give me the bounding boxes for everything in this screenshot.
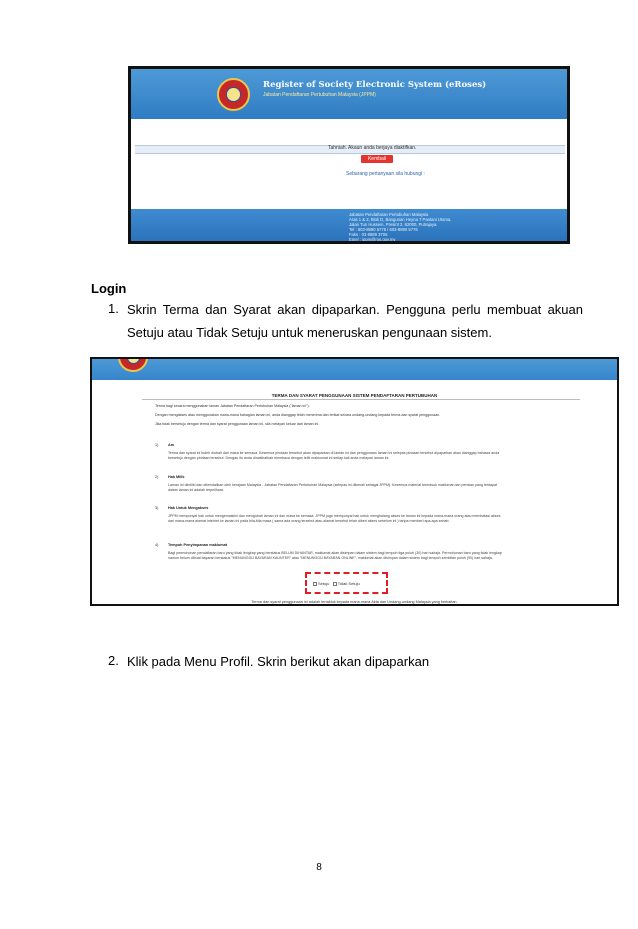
department-name: Jabatan Pendaftaran Pertubuhan Malaysia (JPPM) (263, 92, 376, 98)
section-body: Laman ini dimiliki dan dikendalikan oleh kerajaan Malaysia - Jabatan Pendaftaran Pertubuhan Malaysia (selepas ini dikenali sebagai JPPM). Kesemua material termasuk maklumat dan perisian yang terdapat dalam laman ini adalah terpelihara. (168, 483, 498, 492)
terms-title: TERMA DAN SYARAT PENGGUNAAN SISTEM PENDAFTARAN PERTUBUHAN (271, 393, 438, 398)
step-number: 1. (108, 301, 119, 316)
tidak-setuju-checkbox[interactable] (333, 582, 337, 586)
section-title: Tempoh Penyimpanan maklumat (168, 543, 228, 547)
divider (142, 399, 580, 400)
section-number: 4) (155, 543, 159, 547)
section-title: Hak Untuk Mengakses (168, 506, 209, 510)
inquiry-text: Sebarang pertanyaan sila hubungi : (346, 171, 425, 177)
setuju-label: Setuju (318, 581, 330, 586)
system-title: Register of Society Electronic System (eRoses) (263, 80, 487, 90)
activation-screenshot (128, 66, 570, 244)
section-heading: Login (91, 281, 127, 296)
eroses-header (131, 69, 567, 119)
section-title: Hak Milik (168, 475, 185, 479)
setuju-checkbox[interactable] (313, 582, 317, 586)
contact-line: Faks : 03-8889 3706 (349, 232, 388, 237)
section-number: 3) (155, 506, 159, 510)
terms-footer: Terma dan syarat penggunaan ini adalah tertakluk kepada mana-mana Akta dan Undang-undang Malaysia yang berkaitan. (251, 600, 458, 604)
tidak-setuju-label: Tidak Setuju (337, 581, 360, 586)
section-number: 1) (155, 443, 159, 447)
jppm-logo (217, 78, 250, 111)
jppm-logo (118, 357, 148, 372)
section-body: JPPM mempunyai hak untuk mengemaskini dan mengubah laman ini dari masa ke semasa. JPPM juga mempunyai hak untuk menghalang akses ke laman ini kepada mana-mana orang atau membatasi akses dari mana-mana alamat internet ke laman ini pada bila-bila masa ( sama ada orang tersebut atau alamat tersebut telah diberi akses sebelum ini ) tanpa memberi apa-apa sebab. (168, 514, 501, 523)
section-number: 2) (155, 475, 159, 479)
contact-line: Aras 1 & 2, Blok D, Bangunan Heyna 7 Pantani Utama, (349, 217, 452, 222)
section-body: Bagi permohonan pendaftaran baru yang tidak lengkap yang berstatus BELUM DIHANTAR, maklumat akan disimpan dalam sistem bagi tempoh tiga puluh (30) hari sahaja. Permohonan baru yang tidak lengkap namun belum dibuat bayaran berstatus "MENUNGGU BAYARAN KAUNTER" atau "MENUNGGU BAYARAN ONLINE", maklumat akan disimpan dalam sistem bagi tempoh sembilan puluh (90) hari sahaja. (168, 551, 502, 560)
step-number: 2. (108, 653, 119, 668)
intro-paragraph: Dengan mengakses atau menggunakan mana-mana bahagian laman ini, anda dianggap telah menerima dan terikat secara undang-undang kepada terma dan syarat penggunaan. (155, 413, 441, 417)
page-number: 8 (316, 862, 322, 873)
activation-message: Tahniah. Akaun anda berjaya diaktifkan. (328, 145, 417, 151)
section-title: Am (168, 443, 175, 447)
section-body: Terma dan syarat ini boleh diubah dari masa ke semasa. Kesemua pindaan tersebut akan dipaparkan di laman ini dan penggunaan laman ini selepas pindaan tersebut dipaparkan akan dianggap bahawa anda bersetuju dengan pindaan tersebut. Dengan itu anda dinasihatkan membaca dengan teliti maksumat ini setiap kali anda melayari laman ini. (168, 451, 500, 460)
contact-line: Tel : 603-8890 5776 / 603-8890 5778 (349, 227, 418, 232)
contact-line: Emel : jppm@ros.gov.my (349, 237, 396, 242)
terms-topbar (92, 359, 617, 380)
contact-info (349, 212, 499, 242)
contact-line: Jalan Tun Hussein, Presint 2, 62000, Putrajaya. (349, 222, 438, 227)
step-text: Klik pada Menu Profil. Skrin berikut akan dipaparkan (127, 654, 430, 669)
intro-paragraph: Terma bagi secara menggunakan laman Jabatan Pendaftaran Pertubuhan Malaysia ("laman ini"). (155, 404, 310, 408)
contact-line: Jabatan Pendaftaran Pertubuhan Malaysia (349, 212, 429, 217)
terms-screenshot (90, 357, 619, 606)
kembali-button[interactable]: Kembali (361, 155, 393, 163)
step-text: Skrin Terma dan Syarat akan dipaparkan. Pengguna perlu membuat akuan Setuju atau Tidak Setuju untuk meneruskan pengunaan sistem. (127, 302, 583, 340)
intro-paragraph: Jika tidak bersetuju dengan terma dan syarat penggunaan laman ini, sila melayari keluar dari laman ini. (155, 422, 320, 426)
agreement-options (313, 581, 360, 586)
